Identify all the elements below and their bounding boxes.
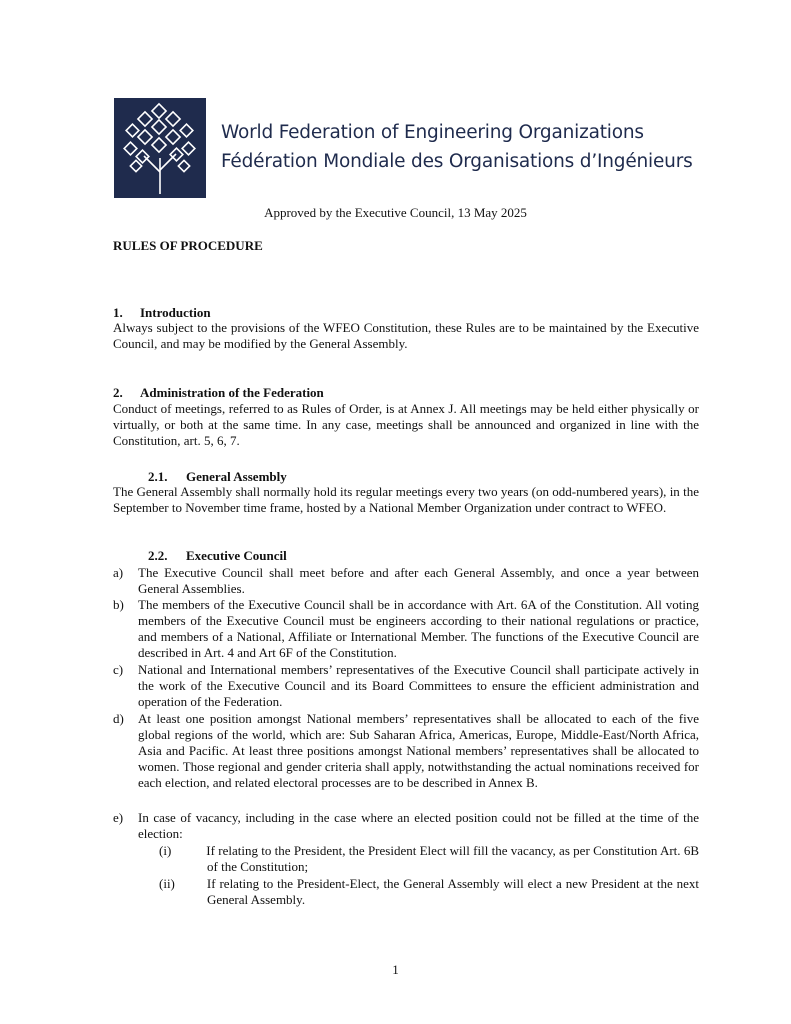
list-item-text: The members of the Executive Council shall be in accordance with Art. 6A of the Constitution. All voting members of the Executive Council must be engineers according to their national regulations or practice, and members of a National, Affiliate or International Member. The functions of the Executive Council are described in Art. 4 and Art 6F of the Constitution.: [138, 597, 699, 660]
list-item-d: [113, 711, 699, 791]
section-1-heading: [113, 305, 211, 321]
section-number: 1.: [113, 305, 123, 320]
sub-item-text: If relating to the President, the President Elect will fill the vacancy, as per Constitution Art. 6B of the Constitution;: [206, 843, 699, 874]
tree-logo-icon: [114, 98, 206, 198]
list-item-label: a): [113, 565, 124, 580]
sub-item-label: (ii): [159, 876, 175, 891]
org-name-french: Fédération Mondiale des Organisations d’Ingénieurs: [221, 151, 693, 172]
list-item-c: [113, 662, 699, 710]
list-item-e: [113, 810, 699, 842]
list-item-label: c): [113, 662, 124, 677]
list-item-a: [113, 565, 699, 597]
list-item-label: e): [113, 810, 124, 825]
list-item-b: [113, 597, 699, 661]
section-2-2-heading: [148, 548, 287, 564]
list-item-text: In case of vacancy, including in the case where an elected position could not be filled at the time of the election:: [138, 810, 699, 841]
page-number: 1: [392, 962, 399, 977]
wfeo-logo: [114, 98, 206, 198]
section-title: Introduction: [140, 305, 211, 320]
section-2-1-body: The General Assembly shall normally hold its regular meetings every two years (on odd-numbered years), in the September to November time frame, hosted by a National Member Organization under contract to WFEO.: [113, 484, 699, 515]
sub-item-label: (i): [159, 843, 172, 858]
sub-item-ii: [159, 876, 699, 908]
approval-line: Approved by the Executive Council, 13 May 2025: [264, 205, 527, 220]
section-number: 2.1.: [148, 469, 168, 484]
list-item-text: The Executive Council shall meet before and after each General Assembly, and once a year between General Assemblies.: [138, 565, 699, 596]
section-2-heading: [113, 385, 324, 401]
section-title: General Assembly: [186, 469, 287, 484]
section-number: 2.2.: [148, 548, 168, 563]
org-name-english: World Federation of Engineering Organizations: [221, 122, 644, 143]
list-item-label: d): [113, 711, 124, 726]
section-2-body: Conduct of meetings, referred to as Rules of Order, is at Annex J. All meetings may be held either physically or virtually, or both at the same time. In any case, meetings shall be announced and organized in line with the Constitution, art. 5, 6, 7.: [113, 401, 699, 448]
section-2-1-heading: [148, 469, 287, 485]
list-item-text: At least one position amongst National members’ representatives shall be allocated to each of the five global regions of the world, which are: Sub Saharan Africa, Americas, Europe, Middle-East/North Africa, Asia and Pacific. At least three positions amongst National members’ representatives shall be allocated to women. Those regional and gender criteria shall apply, notwithstanding the actual nominations received for each election, and related electoral processes are to be described in Annex B.: [138, 711, 699, 790]
section-title: Executive Council: [186, 548, 287, 563]
sub-item-i: [159, 843, 699, 875]
sub-item-text: If relating to the President-Elect, the General Assembly will elect a new President at the next General Assembly.: [206, 876, 699, 907]
list-item-label: b): [113, 597, 124, 612]
section-1-body: Always subject to the provisions of the WFEO Constitution, these Rules are to be maintained by the Executive Council, and may be modified by the General Assembly.: [113, 320, 699, 351]
section-title: Administration of the Federation: [140, 385, 324, 400]
document-title: RULES OF PROCEDURE: [113, 238, 263, 253]
list-item-text: National and International members’ representatives of the Executive Council shall participate actively in the work of the Executive Council and its Board Committees to ensure the efficient administration and operation of the Federation.: [138, 662, 699, 709]
section-number: 2.: [113, 385, 123, 400]
